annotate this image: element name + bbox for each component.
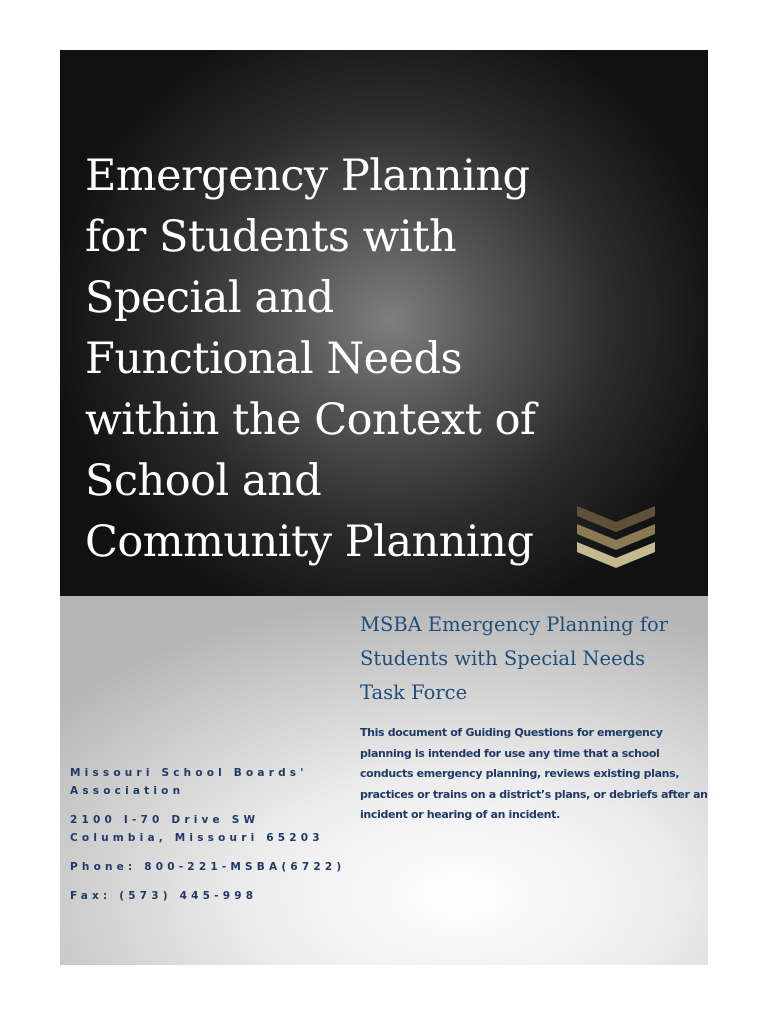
organization-name xyxy=(70,764,360,800)
description-line: This document of Guiding Questions for emergency xyxy=(360,726,663,739)
task-force-line: Task Force xyxy=(360,681,468,704)
title-line: School and xyxy=(85,456,322,506)
title-line: Community Planning xyxy=(85,517,534,567)
organization-line: Association xyxy=(70,785,185,797)
phone-line: Phone: 800-221-MSBA(6722) xyxy=(70,861,346,873)
document-description xyxy=(360,723,708,826)
document-title xyxy=(85,146,585,573)
fax-line: Fax: (573) 445-998 xyxy=(70,890,258,902)
description-line: incident or hearing of an incident. xyxy=(360,808,560,821)
chevron-logo-icon xyxy=(575,500,657,580)
description-line: planning is intended for use any time that a school xyxy=(360,746,660,760)
description-line: conducts emergency planning, reviews existing plans, xyxy=(360,767,680,780)
title-panel xyxy=(60,50,708,596)
phone-number xyxy=(70,858,360,876)
organization-line: Missouri School Boards' xyxy=(70,767,308,779)
street-address xyxy=(70,811,360,847)
fax-number xyxy=(70,887,360,905)
title-line: for Students with xyxy=(85,212,457,262)
task-force-line: Students with Special Needs xyxy=(360,647,646,670)
task-force-line: MSBA Emergency Planning for xyxy=(360,613,669,636)
title-line: Functional Needs xyxy=(85,334,463,384)
info-panel xyxy=(60,596,708,965)
city-line: Columbia, Missouri 65203 xyxy=(70,832,324,844)
street-line: 2100 I-70 Drive SW xyxy=(70,814,260,826)
chevron-top xyxy=(577,506,655,532)
title-line: Special and xyxy=(85,273,334,323)
contact-block xyxy=(70,764,360,916)
title-line: Emergency Planning xyxy=(85,151,530,201)
task-force-heading xyxy=(360,608,700,710)
title-line: within the Context of xyxy=(85,395,536,445)
cover-page xyxy=(60,50,708,965)
description-line: practices or trains on a district’s plans, or debriefs after an xyxy=(360,787,708,801)
